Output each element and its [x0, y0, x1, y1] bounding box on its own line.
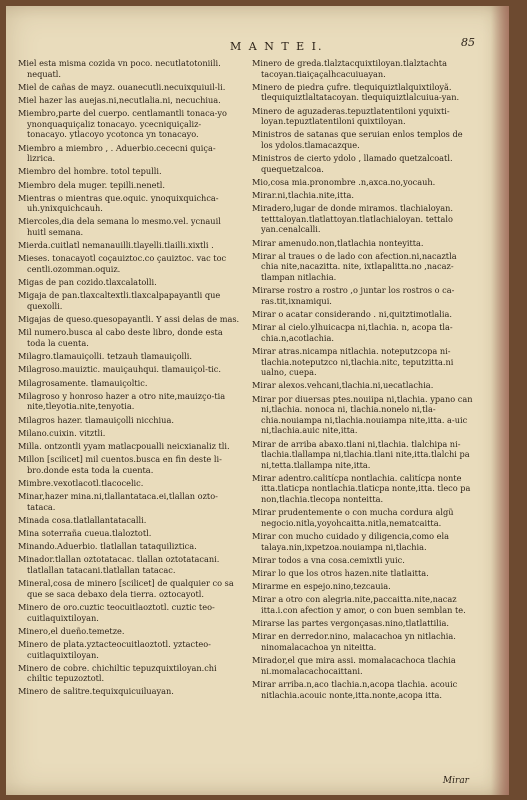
dictionary-entry: Milagros hazer. tlamauiçolli nicchiua.	[18, 414, 174, 425]
dictionary-entry: Minero de salitre.tequixquicuiluayan.	[18, 686, 174, 697]
dictionary-entry: Mirar amenudo.non,tlatlachia nonteyitta.	[252, 237, 424, 248]
dictionary-entry: Ministros de cierto ydolo , llamado quetzalcoatl. quequetzalcoa.	[252, 153, 453, 174]
dictionary-entry: Mirar todos a vna cosa.cemixtli yuic.	[252, 554, 405, 565]
dictionary-entry: Mirar prudentemente o con mucha cordura algũ negocio.nitla,yoyohcaitta.nitla,nematcaitta.	[252, 507, 454, 528]
page-number: 85	[461, 36, 475, 49]
dictionary-entry: Ministros de satanas que seruian enlos templos de los ydolos.tlamacazque.	[252, 129, 463, 150]
dictionary-entry: Miercoles,dia dela semana lo mesmo.vel. ycnauil huitl semana.	[18, 216, 221, 238]
dictionary-entry: Mirar en derredor.nino, malacachoa yn nitlachia. ninomalacachoa yn niteitta.	[252, 631, 456, 652]
page-header	[6, 36, 509, 56]
dictionary-entry: Mirador,el que mira assi. momalacachoca tlachia ni.momalacachocaittani.	[252, 655, 456, 676]
dictionary-entry: Mirar por diuersas ptes.nouiipa ni,tlachia. ypano can ni,tlachia. nonoca ni, tlachia.nonelo ni,tla-chia.nouiampa ni,tlachia.nouiampa nite,itta. a-uic ni,tlachia.auic nite,itta.	[252, 393, 473, 436]
dictionary-entry: Millon [scilicet] mil cuentos.busca en fin deste li-bro.donde esta toda la cuenta.	[18, 454, 222, 475]
dictionary-entry: Miembro del hombre. totol tepulli.	[18, 166, 162, 177]
catchword: Mirar	[442, 776, 469, 786]
dictionary-entry: Minero de plata.yztacteocuitlaoztotl. yztacteo-cuitlaquixtiloyan.	[18, 638, 211, 660]
dictionary-entry: Milagro.tlamauiçolli. tetzauh tlamauiçolli.	[18, 351, 193, 362]
dictionary-entry: Mina soterraña cueua.tlaloztotl.	[18, 528, 152, 538]
book-page	[6, 6, 509, 795]
dictionary-entry: Miel de cañas de mayz. ouanecutli.necuixquiuil-li.	[18, 81, 226, 92]
dictionary-entry: Mientras o mientras que.oquic. ynoquixquichca-uh.ynixquichcauh.	[18, 192, 219, 214]
dictionary-entry: Miel esta misma cozida vn poco. necutlatotoniili. nequatl.	[18, 58, 221, 79]
dictionary-entry: Migas de pan cozido.tlaxcalatolli.	[18, 277, 157, 288]
dictionary-entry: Mirarme en espejo.nino,tezcauia.	[252, 581, 391, 592]
dictionary-entry: Mirar o acatar considerando . ni,quitztimotlalia.	[252, 309, 452, 319]
dictionary-entry: Milagrosamente. tlamauiçoltic.	[18, 377, 148, 388]
dictionary-entry: Mirarse las partes vergonçasas.nino,tlatlattilia.	[252, 618, 450, 629]
dictionary-entry: Mirar a otro con alegria.nite,paccaitta.nite,nacaz itta.i.con afection y amor, o con buen semblan te.	[252, 594, 466, 615]
dictionary-entry: Minar,hazer mina.ni,tlallantataca.ei,tlallan ozto-tataca.	[18, 491, 218, 512]
dictionary-entry: Milagroso.mauiztic. mauiçauhqui. tlamauiçol-tic.	[18, 364, 221, 375]
dictionary-entry: Miembro,parte del cuerpo. centlamantli tonaca-yo ynonquaquiçaliz tonacayo. ycecniquiçaliz-tonacayo. ytlacoyo ycotonca yn tonacayo.	[18, 108, 227, 140]
dictionary-entry: Mirar al traues o de lado con afection.ni,nacaztla chia nite,nacazitta. nite, ixtlapalitta.no ,nacaz-tlampan nitlachia.	[252, 250, 457, 283]
dictionary-entry: Minero de greda.tlalztacquixtiloyan.tlalztachta tacoyan.tiaiçaçalhcacuiuayan.	[252, 58, 447, 79]
dictionary-entry: Minada cosa.tlatlallantatacalli.	[18, 514, 147, 525]
right-column	[252, 58, 474, 703]
dictionary-entry: Minando.Aduerbio. tlatlallan tataquiliztica.	[18, 541, 197, 552]
left-column	[18, 58, 240, 700]
dictionary-entry: Mirar lo que los otros hazen.nite tlatlaitta.	[252, 568, 429, 578]
dictionary-entry: Minero de piedra çufre. tlequiquiztlalquixtiloyã. tlequiquiztlaltatacoyan. tlequiquiztlalcuiua-yan.	[252, 81, 460, 103]
dictionary-entry: Mil numero.busca al cabo deste libro, donde esta toda la cuenta.	[18, 327, 223, 348]
dictionary-entry: Milla. ontzontli yyam matlacpoualli neicxianaliz tli.	[18, 440, 230, 451]
dictionary-entry: Milano.cuixin. vitztli.	[18, 427, 106, 438]
dictionary-entry: Minador.tlallan oztotatacac. tlallan oztotatacani. tlatlallan tatacani.tlatlallan tatacac.	[18, 554, 220, 575]
dictionary-entry: Minero de oro.cuztic teocuitlaoztotl. cuztic teo-cuitlaquixtiloyan.	[18, 601, 215, 623]
dictionary-entry: Minero de cobre. chichiltic tepuzquixtiloyan.chi chiltic tepuzoztotl.	[18, 662, 217, 684]
dictionary-entry: Mio,cosa mia.pronombre .n,axca.no,yocauh.	[252, 176, 436, 187]
dictionary-entry: Mineral,cosa de minero [scilicet] de qualquier co sa que se saca debaxo dela tierra. oztocayotl.	[18, 578, 234, 599]
dictionary-entry: Mirar con mucho cuidado y diligencia,como ela talaya.nin,ixpetzoa.nouiampa ni,tlachia.	[252, 531, 450, 552]
dictionary-entry: Mirar atras.nicampa nitlachia. noteputzcopa ni-tlachia.noteputzco ni,tlachia.nitc, teputzitta.ni ualno, cuepa.	[252, 345, 454, 378]
dictionary-entry: Mirar al cielo.ylhuicacpa ni,tlachia. n, acopa tla-chia.n,acotlachia.	[252, 322, 453, 343]
dictionary-entry: Mirar de arriba abaxo.tlani ni,tlachia. tlalchipa ni-tlachia.tlallampa ni,tlachia.tlani nite,itta.tlalchi pa ni,tetta.tlallampa nite,itta.	[252, 438, 470, 470]
dictionary-entry: Migaja de pan.tlaxcaltextli.tlaxcalpapayantli que quexolli.	[18, 290, 221, 311]
dictionary-entry: Mirar adentro.calitícpa nontlachia. calitícpa nonte itta.tlaticpa nontlachia.tlaticpa nonte,itta. tleco pa non,tlachia.tlecopa nonteitta.	[252, 472, 471, 505]
dictionary-entry: Mieses. tonacayotl coçauiztoc.co çauiztoc. vac toc centli.ozomman.oquiz.	[18, 253, 227, 275]
dictionary-entry: Mirar arriba.n,aco tlachia.n,acopa tlachia. acouic nitlachia.acouic nonte,itta.nonte,acopa itta.	[252, 678, 458, 700]
dictionary-entry: Miel hazer las auejas.ni,necutlalia.ni, necuchiua.	[18, 94, 221, 105]
dictionary-entry: Milagroso y honroso hazer a otro nite,mauizço-tia nite,tleyotia.nite,tenyotia.	[18, 390, 226, 412]
dictionary-entry: Mimbre.vexotlacotl.tlacocelic.	[18, 477, 144, 488]
dictionary-entry: Mirarse rostro a rostro ,o juntar los rostros o ca-ras.tit,ixnamiqui.	[252, 285, 455, 306]
dictionary-entry: Migajas de queso.quesopayantli. Y assi delas de mas.	[18, 314, 240, 325]
dictionary-entry: Minero de aguzaderas.tepuztlatentiloni yquixti-loyan.tepuztlatentiloni quixtiloyan.	[252, 105, 450, 127]
dictionary-entry: Miembro a miembro , . Aduerbio.cececni quiça-lizrica.	[18, 142, 216, 164]
running-head: M A N T E I.	[230, 40, 324, 53]
dictionary-entry: Miradero,lugar de donde miramos. tlachialoyan. tetttaloyan.tlatlattoyan.tlatlachialoyan. tettalo yan.cenalcalli.	[252, 203, 454, 235]
dictionary-entry: Mirar alexos.vehcani,tlachia.ni,uecatlachia.	[252, 380, 434, 391]
dictionary-entry: Mirar.ni,tlachia.nite,itta.	[252, 190, 354, 201]
dictionary-entry: Mierda.cuitlatl nemanauilli.tlayelli.tlailli.xixtli .	[18, 240, 214, 251]
page-edge	[491, 6, 509, 795]
dictionary-entry: Minero,el dueño.temetze.	[18, 625, 125, 636]
dictionary-entry: Miembro dela muger. tepilli.nenetl.	[18, 179, 166, 190]
